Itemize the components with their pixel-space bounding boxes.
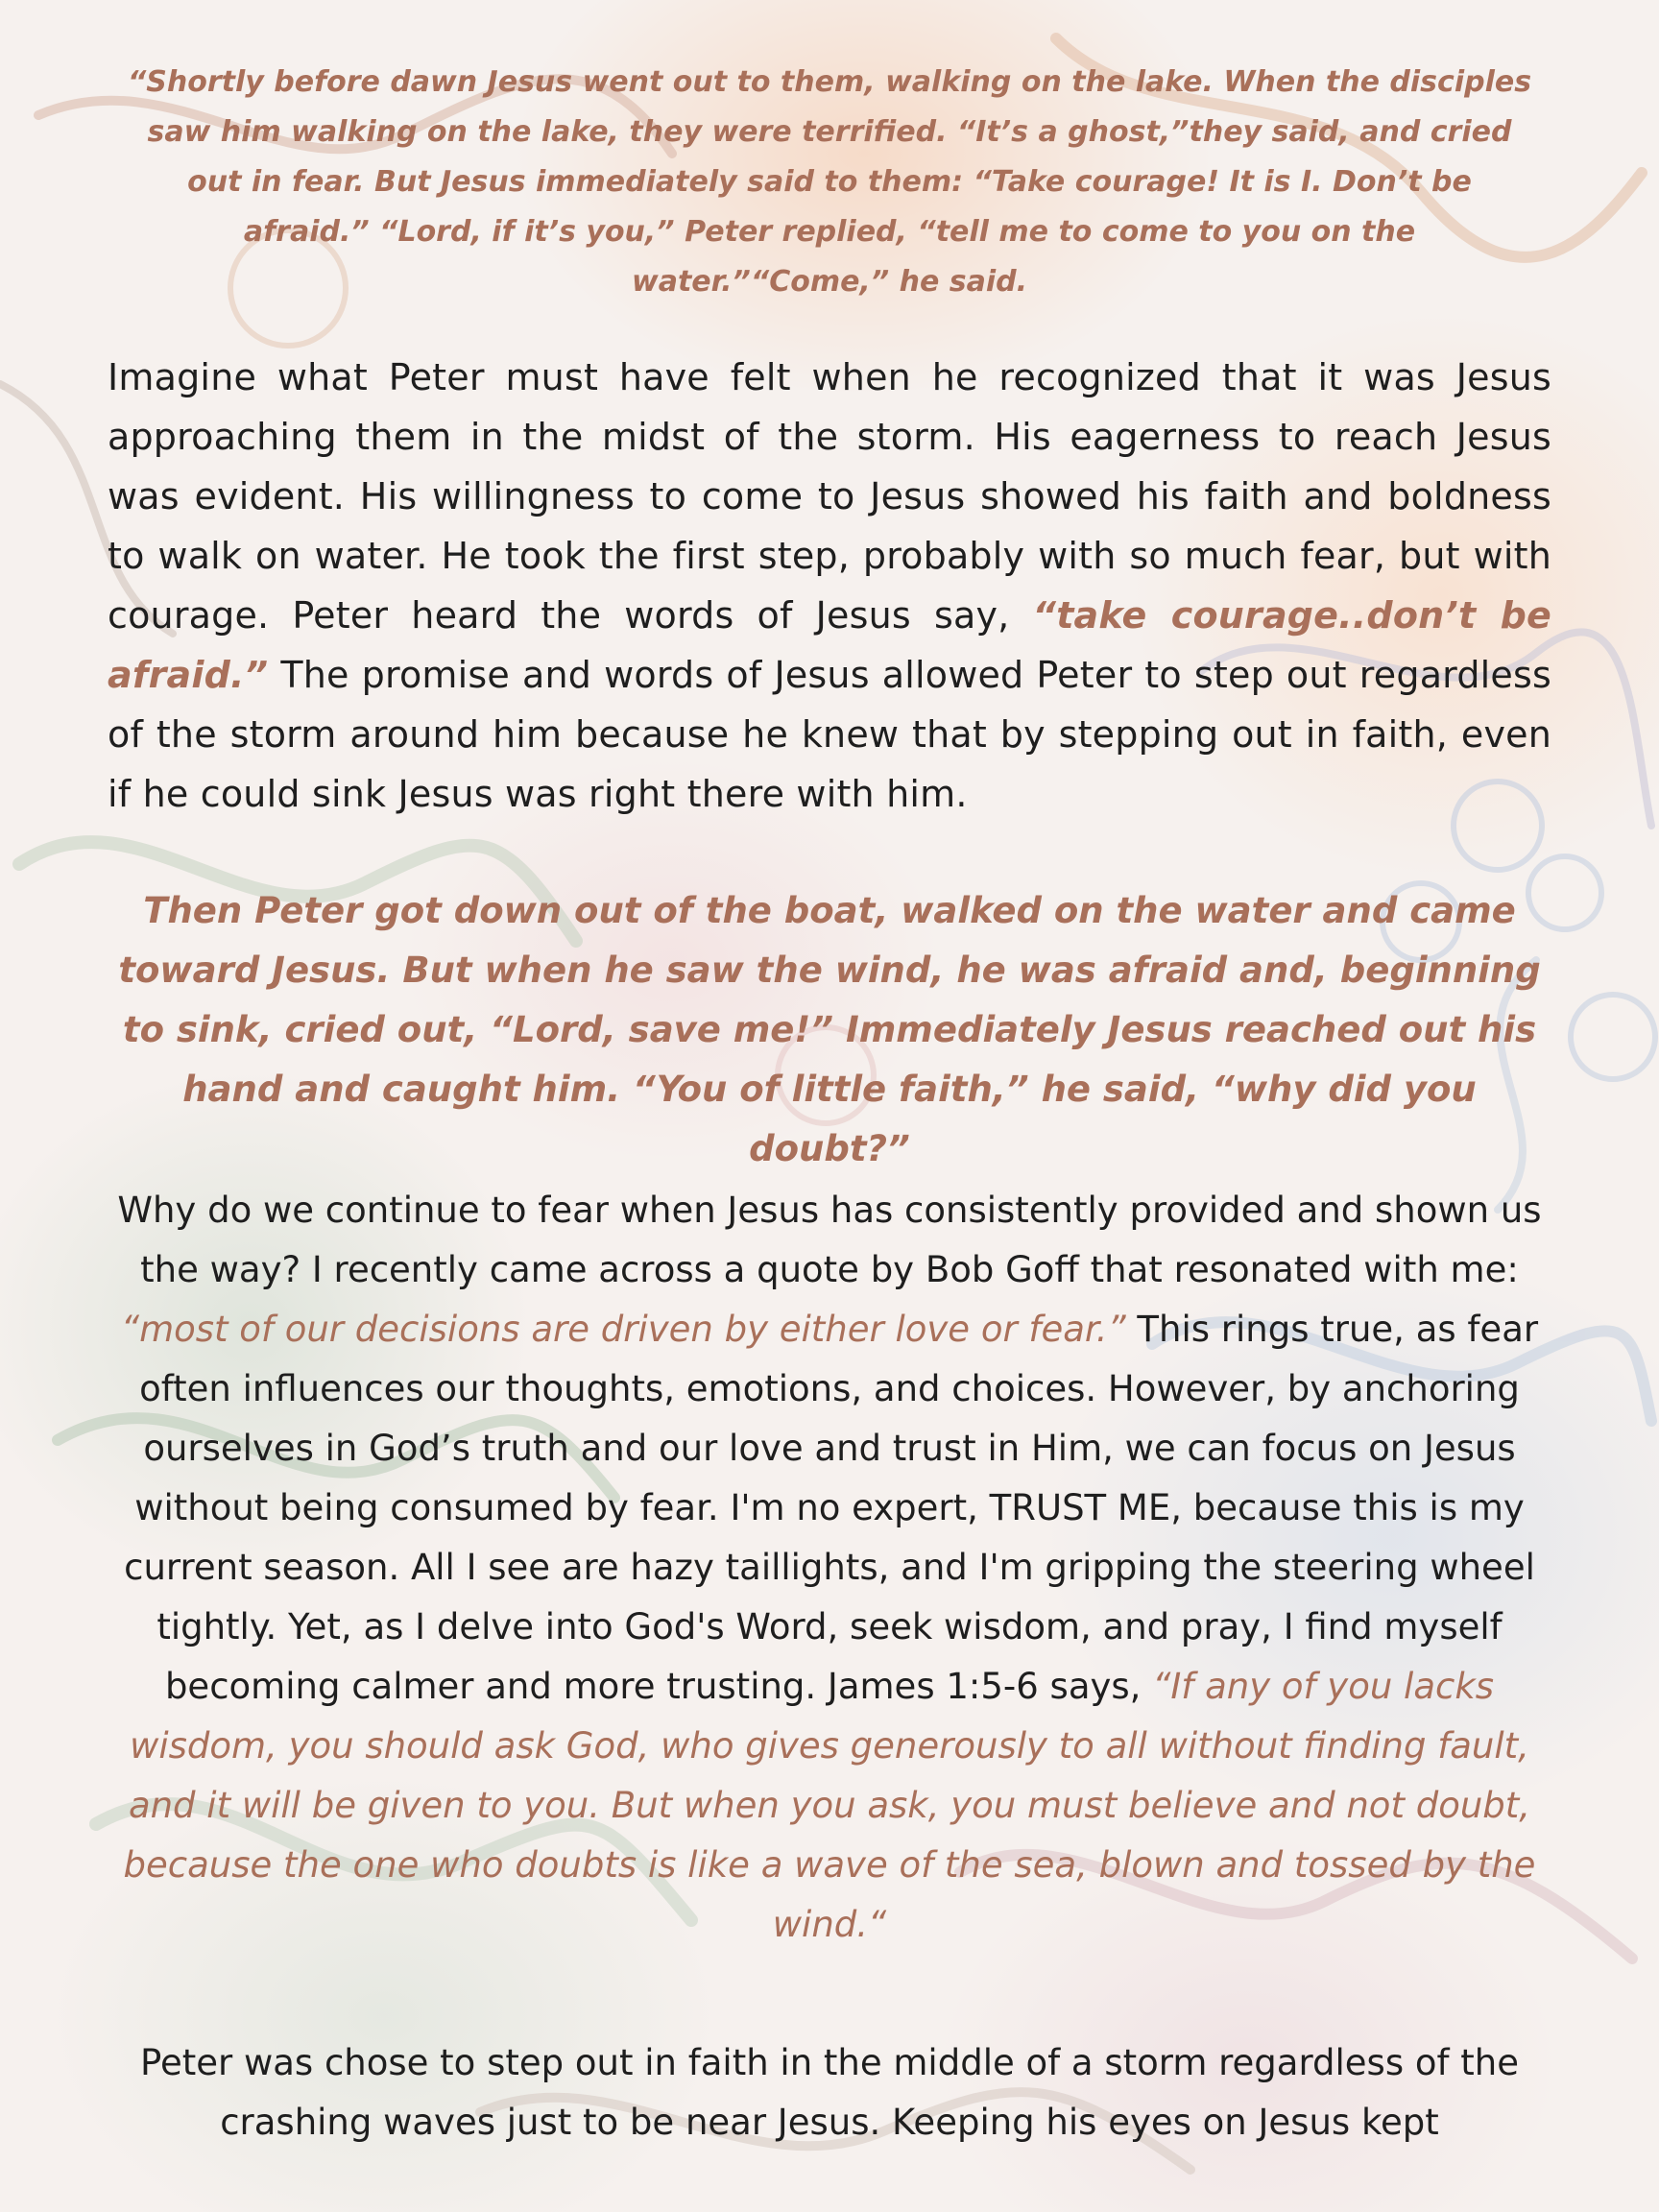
bob-goff-quote: “most of our decisions are driven by either love or fear.” <box>120 1309 1126 1350</box>
paragraph-1-quote: “take courage..don’t be afraid.” <box>108 594 1551 696</box>
body-paragraph-2 <box>113 1181 1546 1955</box>
paragraph-1-text-before: Imagine what Peter must have felt when he recognized that it was Jesus approaching them in the midst of the storm. His eagerness to reach Jesus was evident. His willingness to come to Jesus showed his faith and boldness to walk on water. He took the first step, probably with so much fear, but with courage. Peter heard the words of Jesus say, <box>108 356 1551 637</box>
body-paragraph-3: Peter was chose to step out in faith in the middle of a storm regardless of the crashing waves just to be near Jesus. Keeping his eyes on Jesus kept <box>139 2042 1520 2143</box>
paragraph-2-text-part-1: Why do we continue to fear when Jesus has consistently provided and shown us the way? I recently came across a quote by Bob Goff that resonated with me: <box>117 1190 1542 1290</box>
scripture-quote-middle: Then Peter got down out of the boat, walked on the water and came toward Jesus. But when he saw the wind, he was afraid and, beginning to sink, cried out, “Lord, save me!” Immediately Jesus reached out his hand and caught him. “You of little faith,” he said, “why did you doubt?” <box>118 890 1541 1169</box>
paragraph-1-text-after: The promise and words of Jesus allowed Peter to step out regardless of the storm around him because he knew that by stepping out in faith, even if he could sink Jesus was right there with him. <box>108 654 1551 815</box>
body-paragraph-1 <box>108 348 1551 824</box>
scripture-quote-top: “Shortly before dawn Jesus went out to them, walking on the lake. When the disciples saw him walking on the lake, they were terrified. “It’s a ghost,”they said, and cried out in fear. But Jesus immediately said to them: “Take courage! It is I. Don’t be afraid.” “Lord, if it’s you,” Peter replied, “tell me to come to you on the water.”“Come,” he said. <box>127 65 1532 299</box>
james-quote: “If any of you lacks wisdom, you should ask God, who gives generously to all without finding fault, and it will be given to you. But when you ask, you must believe and not doubt, because the one who doubts is like a wave of the sea, blown and tossed by the wind.“ <box>123 1666 1536 1945</box>
paragraph-2-text-part-2: This rings true, as fear often influences our thoughts, emotions, and choices. However, by anchoring ourselves in God’s truth and our love and trust in Him, we can focus on Jesus without being consumed by fear. I'm no expert, TRUST ME, because this is my current season. All I see are hazy taillights, and I'm gripping the steering wheel tightly. Yet, as I delve into God's Word, seek wisdom, and pray, I find myself becoming calmer and more trusting. James 1:5-6 says, <box>124 1309 1539 1707</box>
